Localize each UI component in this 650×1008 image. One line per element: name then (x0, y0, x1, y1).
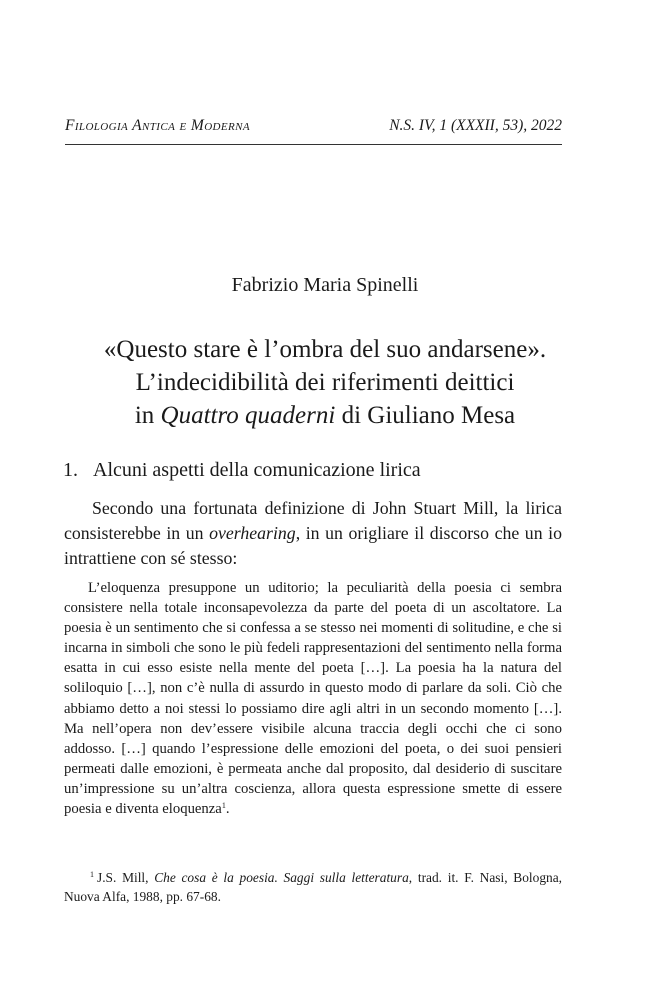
section-number: 1. (63, 459, 78, 481)
title-italic-work: Quattro quaderni (160, 402, 336, 429)
header-rule (65, 144, 562, 145)
footnote-author: J.S. Mill, (97, 870, 155, 885)
journal-name: Filologia Antica e Moderna (65, 117, 250, 134)
title-line-3-prefix: in (134, 402, 161, 429)
issue-info: N.S. IV, 1 (XXXII, 53), 2022 (389, 117, 562, 134)
footnote-reference[interactable]: 1 (221, 801, 226, 811)
body-paragraph (64, 496, 562, 571)
footnote (64, 868, 562, 906)
footnote-details: , trad. it. F. Nasi, Bologna, Nuova Alfa, 1988, pp. 67-68. (64, 870, 562, 904)
title-line-2: L’indecidibilità dei riferimenti deittici (135, 369, 515, 396)
footnote-mark: 1 (90, 870, 94, 879)
article-title (0, 333, 650, 432)
quote-text: L’eloquenza presuppone un uditorio; la peculiarità della poesia ci sembra consistere nella totale inconsapevolezza da parte del poeta di un ascoltatore. La poesia è un sentimento che si confessa a se stesso nei momenti di solitudine, e che si incarna in simboli che sono le più fedeli rappresentazioni del sentimento nella forma esatta in cui esso esiste nella mente del poeta […]. La poesia ha la natura del soliloquio […], non c’è nulla di assurdo in questo modo di parlare da soli. Ciò che abbiamo detto a noi stessi lo possiamo dire agli altri in un secondo momento […]. Ma nell’opera non dev’essere visibile alcuna traccia degli occhi che ci sono addosso. […] quando l’espressione delle emozioni del poeta, o dei suoi pensieri permeati dalle emozioni, è permeata anche dal proposito, dal desiderio di suscitare un’impressione su un’altra coscienza, allora questa espressione smette di essere poesia e diventa eloquenza (64, 580, 562, 818)
footnote-work-title: Che cosa è la poesia. Saggi sulla letteratura (154, 870, 409, 885)
paragraph-italic-term: overhearing (209, 523, 296, 543)
block-quote: L’eloquenza presuppone un uditorio; la peculiarità della poesia ci sembra consistere nella totale inconsapevolezza da parte del poeta di un ascoltatore. La poesia è un sentimento che si confessa a se stesso nei momenti di solitudine, e che si incarna in simboli che sono le più fedeli rappresentazioni del sentimento nella forma esatta in cui esso esiste nella mente del poeta […]. La poesia ha la natura del soliloquio […], non c’è nulla di assurdo in questo modo di parlare da soli. Ciò che abbiamo detto a noi stessi lo possiamo dire agli altri in un secondo momento […]. Ma nell’opera non dev’essere visibile alcuna traccia degli occhi che ci sono addosso. […] quando l’espressione delle emozioni del poeta, o dei suoi pensieri permeati dalle emozioni, è permeata anche dal proposito, dal desiderio di suscitare un’impressione su un’altra coscienza, allora questa espressione smette di essere poesia e diventa eloquenza$^1$. (64, 580, 562, 818)
title-line-3 (0, 399, 650, 432)
section-heading (63, 457, 563, 483)
title-line-3-suffix: di Giuliano Mesa (335, 402, 516, 429)
paragraph-text-end: , in un origliare il discorso che un io intrattiene con sé stesso: (64, 523, 562, 568)
section-title: Alcuni aspetti della comunicazione lirica (93, 459, 421, 481)
author-name: Fabrizio Maria Spinelli (231, 274, 419, 296)
title-line-1: «Questo stare è l’ombra del suo andarsene». (103, 336, 547, 363)
paragraph-text-start: Secondo una fortunata definizione di John Stuart Mill, la lirica consisterebbe in un (64, 498, 562, 543)
